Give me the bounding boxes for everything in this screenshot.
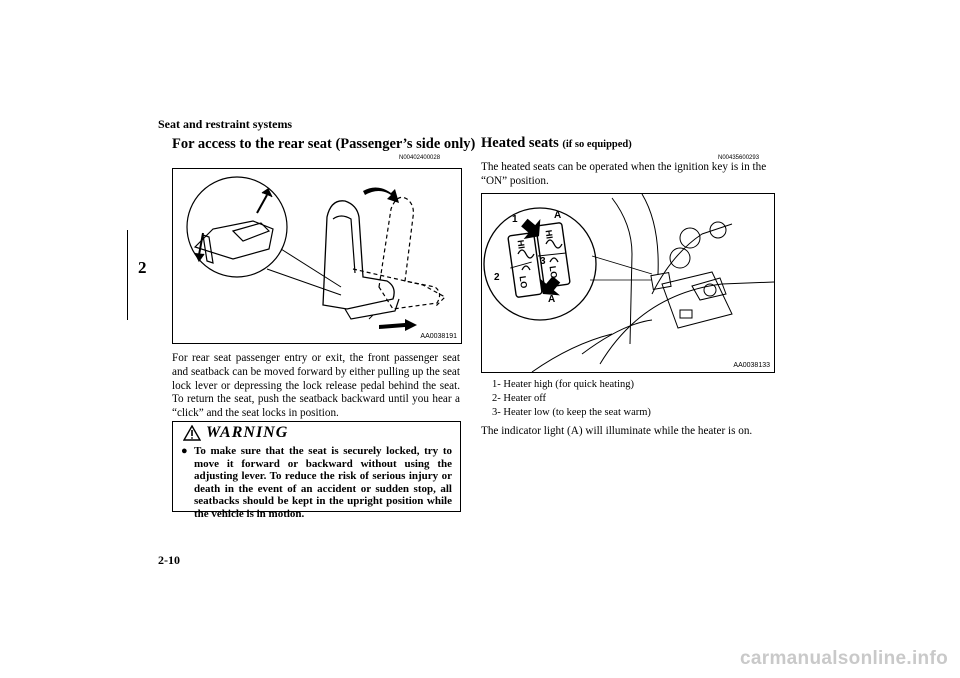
page-number: 2-10 [158,553,180,567]
heated-seats-suffix: (if so equipped) [562,139,632,150]
warning-box [172,421,461,520]
callout-2: 2 [494,272,500,283]
rear-seat-figure [172,168,462,344]
rear-seat-figure-code: AA0038191 [420,333,457,340]
heated-seats-heading-code: N00435600293 [718,155,760,161]
indicator-light-text: The indicator light (A) will illuminate while the heater is on. [481,425,753,437]
warning-title: WARNING [206,424,289,441]
seat-illustration [173,169,461,343]
watermark-logo: carmanualsonline.info [740,648,948,669]
warning-header [173,422,460,444]
hi-label-1: HI [515,239,527,250]
chapter-number: 2 [138,258,147,277]
callout-3: 3 [540,256,546,267]
callout-a-top: A [554,210,562,221]
rear-seat-access-heading: For access to the rear seat (Passenger’s side only) [172,136,476,152]
warning-triangle-icon [183,425,201,441]
section-title: Seat and restraint systems [158,117,293,131]
lever-detail-circle [187,177,287,277]
chapter-divider [127,230,128,320]
heated-seat-illustration [482,194,774,372]
rear-seat-paragraph: For rear seat passenger entry or exit, the front passenger seat and seatback can be moved forward by either pulling up the seat lock lever or depressing the lock release pedal behind the seat. To return the seat, push the seatback backward until you hear a “click” and the seat locks in position. [172,352,460,420]
warning-text: To make sure that the seat is securely locked, try to move it forward or backward without using the adjusting lever. To reduce the risk of serious injury or death in the event of an accident or sudden stop, all seatbacks should be kept in the upright position while the vehicle is in motion. [194,445,452,520]
warning-bullet: ● [181,445,188,457]
heated-seat-figure-code: AA0038133 [733,362,770,369]
legend-item-3: 3- Heater low (to keep the seat warm) [492,407,651,418]
heated-seats-title: Heated seats [481,135,559,151]
callout-a-bottom: A [548,294,556,305]
legend-item-2: 2- Heater off [492,393,547,404]
heated-seats-heading [481,135,632,152]
callout-1: 1 [512,214,518,225]
heated-seat-figure [481,193,775,373]
lo-label-1: LO [517,275,530,289]
heated-seats-intro: The heated seats can be operated when the ignition key is in the “ON” position. [481,161,767,187]
hi-label-2: HI [543,229,555,240]
lo-label-2: LO [547,265,560,279]
legend-item-1: 1- Heater high (for quick heating) [492,379,634,390]
rear-seat-heading-code: N00402400028 [399,155,441,161]
